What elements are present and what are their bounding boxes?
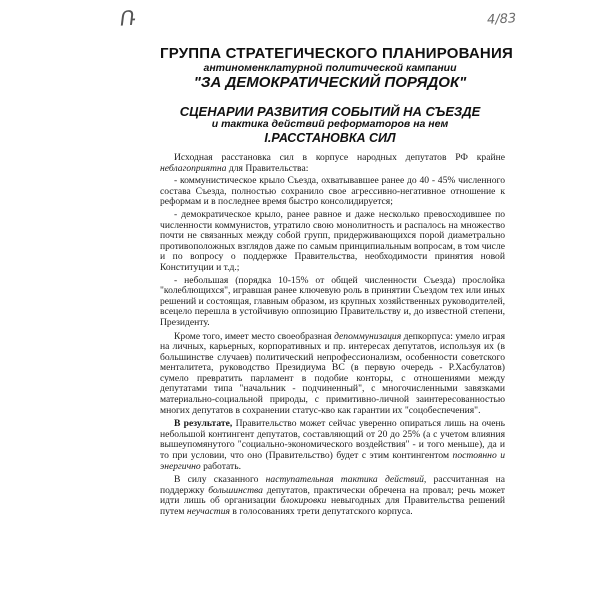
emphasis-span: депоммунизация <box>334 330 402 342</box>
bold-span: В результате, <box>174 418 233 430</box>
paragraph-intro <box>160 153 505 174</box>
text-span: для Правительства: <box>226 162 309 174</box>
handwritten-page-number: 4/83 <box>486 11 517 28</box>
text-span: Кроме того, имеет место своеобразная <box>174 330 335 342</box>
paragraph-result <box>160 419 505 472</box>
text-span: депкорпуса: умело играя на личных, карьерных, корпоративных и пр. интересах депутатов, используя их (в большинстве случаев) политический непрофессионализм, особенности советского менталитета, руководство Президиума ВС (в первую очередь - Р.Хасбулатов) сумело превратить парламент в подобие конторы, с отношениями между депутатами типа "начальник - подчиненный", с многочисленными завязками материально-социальной природы, с примитивно-личной заинтересованностью многих депутатов в сохранении статус-кво как гарантии их "соцобеспечения". <box>160 330 505 416</box>
text-span: в голосованиях трети депутатского корпуса. <box>229 506 413 517</box>
handwritten-mark-left: Ռ <box>119 5 138 31</box>
text-span: Исходная расстановка сил в корпусе народных депутатов РФ крайне <box>174 152 505 163</box>
scenarios-title: СЦЕНАРИИ РАЗВИТИЯ СОБЫТИЙ НА СЪЕЗДЕ <box>179 104 481 119</box>
emphasis-span: наступательная тактика действий, <box>265 474 427 486</box>
scenarios-subtitle: и тактика действий реформаторов на нем <box>211 118 449 130</box>
paragraph-tactics <box>160 475 505 517</box>
text-span: работать. <box>200 460 242 472</box>
paragraph-democrats: - демократическое крыло, ранее равное и даже несколько превосходившее по численности коммунистов, утратило свою монолитность и распалось на множество почти не связанных между собой групп, придерживающихся порой диаметрально противоположных взглядов даже по самым принципиальным вопросам, в том числе и по вопросу о поддержке Правительства, необходимости принятия новой Конституции и т.д.; <box>160 208 505 273</box>
section-title: I.РАССТАНОВКА СИЛ <box>264 131 396 145</box>
paragraph-deputies <box>160 332 505 417</box>
group-title: ГРУППА СТРАТЕГИЧЕСКОГО ПЛАНИРОВАНИЯ <box>160 45 513 62</box>
paragraph-communists: - коммунистическое крыло Съезда, охватывавшее ранее до 40 - 45% численного состава Съезда, полностью сохранило свое агрессивно-негативное отношение к реформам и в последнее время быстро консолидируется; <box>160 175 505 208</box>
emphasis-span: неблагоприятна <box>160 162 227 174</box>
emphasis-span: блокировки <box>280 495 327 507</box>
group-subtitle: антиноменклатурной политической кампании <box>203 62 457 74</box>
paragraph-waverers: - небольшая (порядка 10-15% от общей численности Съезда) прослойка "колеблющихся", игравшая ранее ключевую роль в принятии Съездом тех или иных решений и состоящая, главным образом, из крупных хозяйственных руководителей, всецело перешла в устойчивую оппозицию Правительству и, до известной степени, Президенту. <box>160 274 505 328</box>
text-span: В силу сказанного <box>174 474 266 486</box>
emphasis-span: большинства <box>208 484 263 496</box>
emphasis-span: неучастия <box>186 506 230 517</box>
text-span: Правительство может сейчас уверенно опираться лишь на очень небольшой контингент депутатов, составляющий от 20 до 25% (а с учетом влияния вышеупомянутого "социально-экономического воздействия" - и того меньше), да и то при условии, что оно (Правительство) будет с этим контингентом <box>160 418 506 462</box>
text-span: невыгодных для Правительства решений путем <box>160 495 505 517</box>
text-span: депутатов, практически обречена на провал; речь может идти лишь об организации <box>160 484 505 507</box>
text-span: рассчитанная на поддержку <box>160 474 505 496</box>
document-body <box>160 153 505 521</box>
emphasis-span: постоянно и энергично <box>160 450 506 472</box>
campaign-name: "ЗА ДЕМОКРАТИЧЕСКИЙ ПОРЯДОК" <box>193 74 467 91</box>
